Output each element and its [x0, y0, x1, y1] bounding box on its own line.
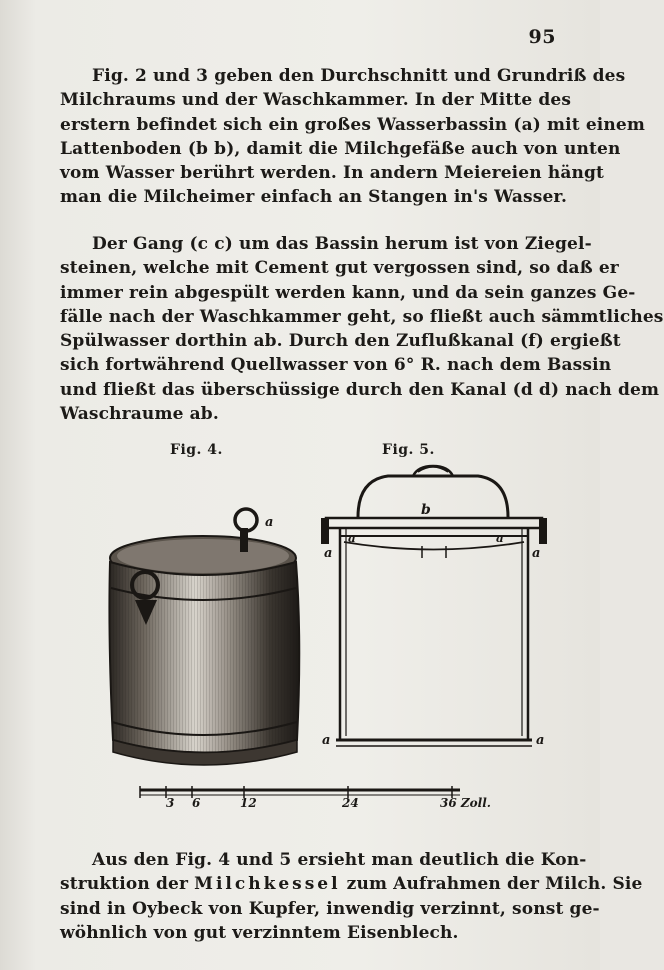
fig5-label-a-right: a	[532, 546, 541, 561]
text-line: Aus den Fig. 4 und 5 ersieht man deutlich die Kon-	[92, 850, 587, 870]
figure-4-milk-kettle	[95, 490, 333, 790]
text-line: Der Gang (c c) um das Bassin herum ist von Ziegel-	[92, 234, 592, 254]
text-line: und fließt das überschüssige durch den Kanal (d d) nach dem	[60, 379, 660, 400]
figure-5-cross-section	[318, 462, 550, 802]
figure-5-caption: Fig. 5.	[382, 442, 435, 458]
text-line: steinen, welche mit Cement gut vergossen sind, so daß er	[60, 258, 619, 279]
text-line: vom Wasser berührt werden. In andern Meiereien hängt	[60, 163, 605, 184]
text-line: Waschraume ab.	[60, 404, 219, 425]
text-line: wöhnlich von gut verzinntem Eisenblech.	[60, 922, 459, 943]
text-line: sich fortwährend Quellwasser von 6° R. nach dem Bassin	[60, 355, 612, 376]
fig5-label-a-bottom-left: a	[322, 733, 331, 748]
fig5-label-a-inner-right: a	[496, 531, 504, 545]
text-span: struktion der	[60, 874, 195, 895]
text-line: immer rein abgespült werden kann, und da sein ganzes Ge-	[60, 282, 636, 303]
figure-4-caption: Fig. 4.	[170, 442, 223, 458]
scale-bar	[140, 782, 480, 822]
text-span: zum Aufrahmen der Milch. Sie	[340, 874, 643, 895]
emphasized-term: Milchkessel	[194, 874, 341, 895]
text-line	[60, 872, 643, 896]
text-line: Lattenboden (b b), damit die Milchgefäße auch von unten	[60, 138, 621, 159]
text-line: fälle nach der Waschkammer geht, so fließt auch sämmtliches	[60, 306, 664, 327]
scale-tick-label: 6	[192, 796, 201, 810]
fig5-label-a-inner-left: a	[348, 531, 356, 545]
page-number: 95	[528, 26, 556, 48]
text-line: erstern befindet sich ein großes Wasserbassin (a) mit einem	[60, 114, 646, 135]
scale-tick-label: 12	[240, 796, 257, 810]
text-line: Fig. 2 und 3 geben den Durchschnitt und Grundriß des	[92, 66, 626, 86]
fig5-label-a-bottom-right: a	[536, 733, 545, 748]
fig4-label-a: a	[265, 515, 274, 530]
fig5-label-a-left: a	[324, 546, 333, 561]
text-line: man die Milcheimer einfach an Stangen in's Wasser.	[60, 187, 568, 208]
scale-tick-label: 36 Zoll.	[440, 796, 491, 810]
paragraph-3	[60, 848, 643, 945]
paragraph-2	[60, 232, 664, 426]
text-line: Spülwasser dorthin ab. Durch den Zuflußkanal (f) ergießt	[60, 331, 621, 352]
text-line: sind in Oybeck von Kupfer, inwendig verzinnt, sonst ge-	[60, 898, 600, 919]
fig5-label-b: b	[421, 502, 431, 518]
text-line: Milchraums und der Waschkammer. In der Mitte des	[60, 90, 572, 111]
scale-tick-label: 24	[342, 796, 359, 810]
scale-tick-label: 3	[166, 796, 175, 810]
paragraph-1	[60, 64, 646, 210]
